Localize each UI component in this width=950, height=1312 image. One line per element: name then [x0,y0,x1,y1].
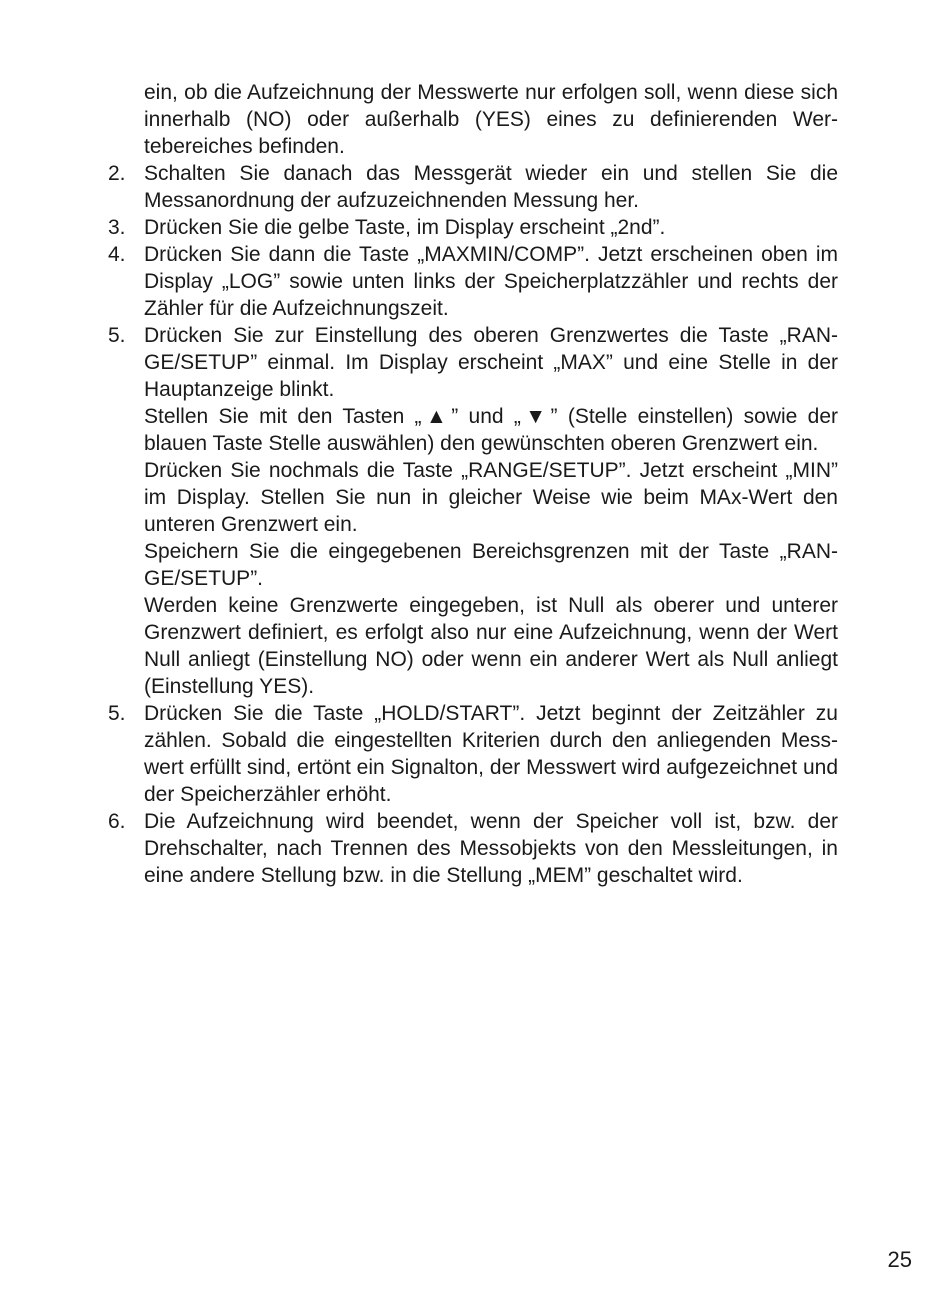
list-number: 5. [108,324,126,347]
paragraph-text: Stellen Sie mit den Tasten „▲” und „▼” (Stelle einstellen) sowie der blauen Taste Stelle auswählen) den gewünschten oberen Grenzwert ein. [144,405,838,455]
list-number: 3. [108,216,126,239]
list-item [108,214,838,241]
list-item [108,160,838,214]
list-item [108,808,838,889]
continuation-paragraph [108,403,838,457]
list-item-text: Drücken Sie zur Einstellung des oberen Grenzwertes die Taste „RANGE/SETUP” einmal. Im Display erscheint „MAX” und eine Stelle in der Hauptanzeige blinkt. [144,324,838,401]
paragraph-text: ein, ob die Aufzeichnung der Messwerte nur erfolgen soll, wenn diese sich innerhalb (NO) oder außerhalb (YES) eines zu definierenden Wertebereiches befinden. [144,81,838,158]
continuation-paragraph [108,538,838,592]
body-text [108,79,838,889]
paragraph-text: Speichern Sie die eingegebenen Bereichsgrenzen mit der Taste „RANGE/SETUP”. [144,540,838,590]
list-item-text: Drücken Sie die gelbe Taste, im Display erscheint „2nd”. [144,216,666,239]
list-number: 6. [108,810,126,833]
continuation-paragraph [108,592,838,700]
list-item [108,700,838,808]
continuation-paragraph [108,79,838,160]
list-item [108,241,838,322]
list-item-text: Schalten Sie danach das Messgerät wieder ein und stellen Sie die Messanordnung der aufzuzeichnenden Messung her. [144,162,838,212]
page-number: 25 [887,1247,912,1272]
list-number: 5. [108,702,126,725]
paragraph-text: Werden keine Grenzwerte eingegeben, ist Null als oberer und unterer Grenzwert definiert, es erfolgt also nur eine Aufzeichnung, wenn der Wert Null anliegt (Einstellung NO) oder wenn ein anderer Wert als Null anliegt (Einstellung YES). [144,594,838,698]
list-item-text: Drücken Sie die Taste „HOLD/START”. Jetzt beginnt der Zeitzähler zu zählen. Sobald die eingestellten Kriterien durch den anliegenden Messwert erfüllt sind, ertönt ein Signalton, der Messwert wird aufgezeichnet und der Speicherzähler erhöht. [144,702,838,806]
paragraph-text: Drücken Sie nochmals die Taste „RANGE/SETUP”. Jetzt erscheint „MIN” im Display. Stellen Sie nun in gleicher Weise wie beim MAx-Wert den unteren Grenzwert ein. [144,459,838,536]
list-number: 4. [108,243,126,266]
list-number: 2. [108,162,126,185]
list-item-text: Die Aufzeichnung wird beendet, wenn der Speicher voll ist, bzw. der Drehschalter, nach Trennen des Messobjekts von den Messleitungen, in eine andere Stellung bzw. in die Stellung „MEM” geschaltet wird. [144,810,838,887]
list-item [108,322,838,403]
list-item-text: Drücken Sie dann die Taste „MAXMIN/COMP”. Jetzt erscheinen oben im Display „LOG” sowie unten links der Speicherplatzzähler und rechts der Zähler für die Aufzeichnungszeit. [144,243,838,320]
continuation-paragraph [108,457,838,538]
